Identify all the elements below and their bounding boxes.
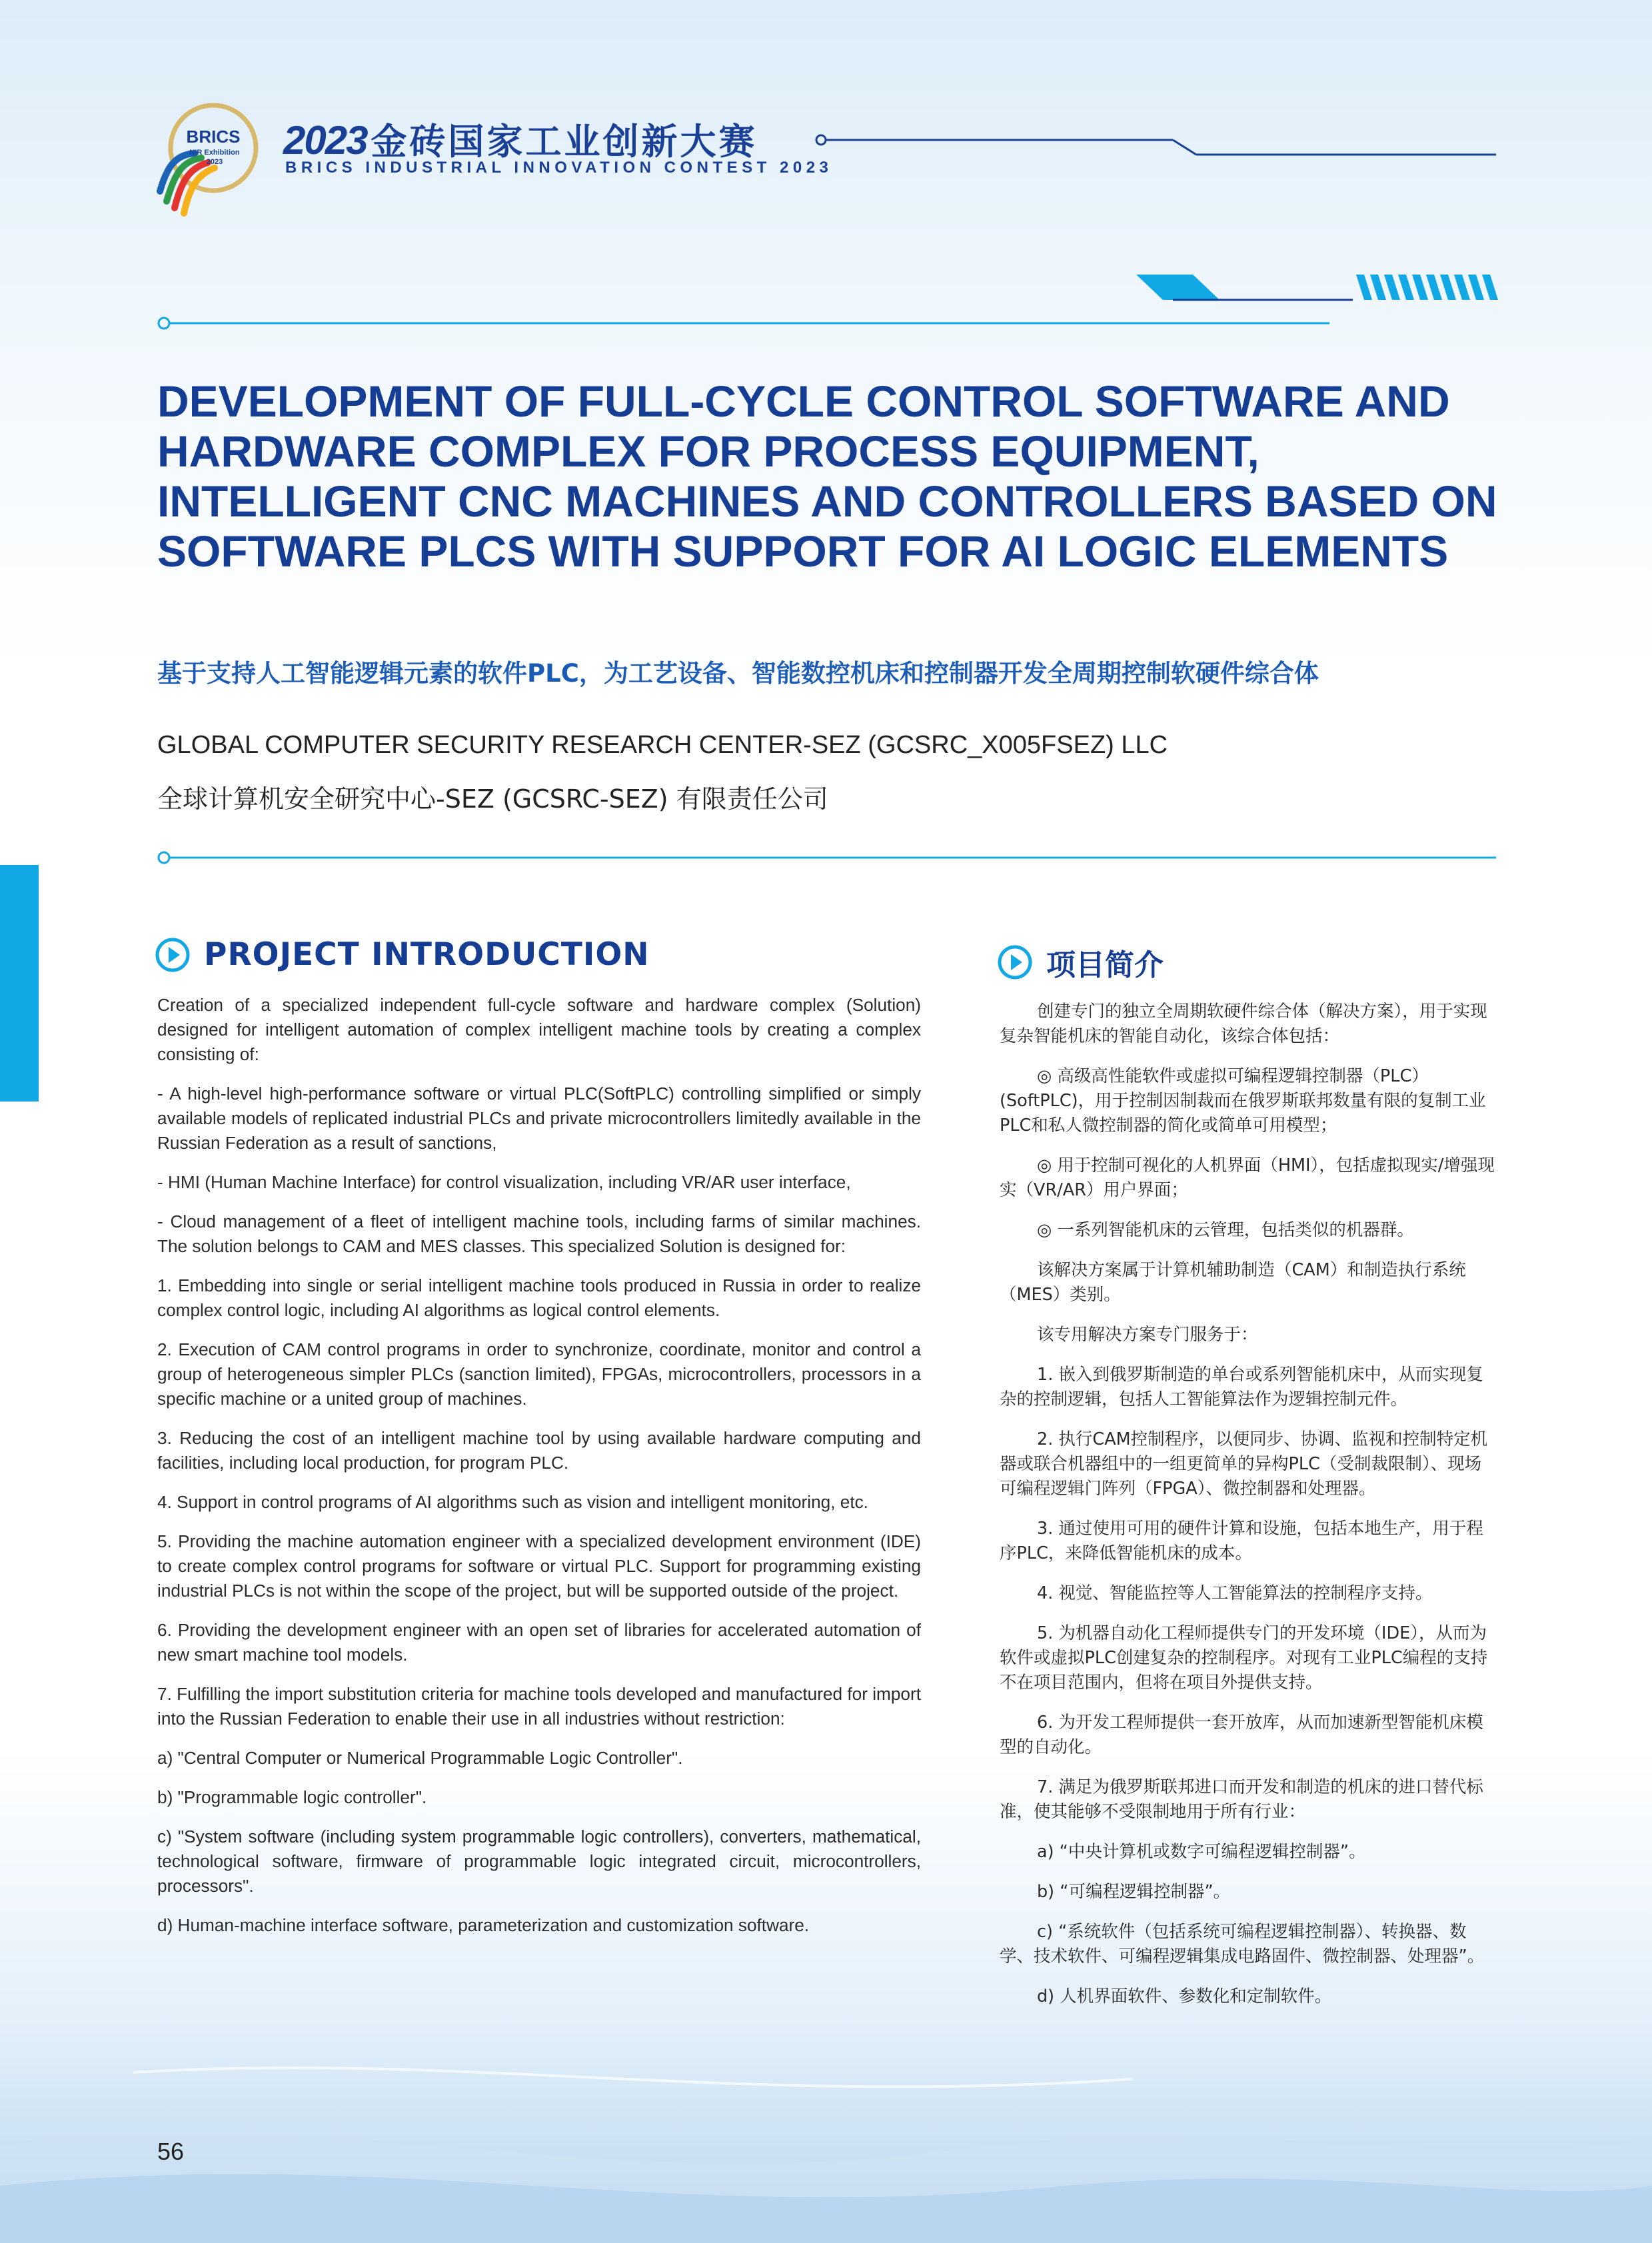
paragraph-cn: 创建专门的独立全周期软硬件综合体（解决方案），用于实现复杂智能机床的智能自动化，该综合体包括：	[1000, 1002, 1487, 1046]
logo-text-brics: BRICS	[186, 127, 241, 147]
paragraph-en: 5. Providing the machine automation engineer with a specialized development environment (IDE) to create complex control programs for software or virtual PLC. Support for programming existing industrial PLCs is not within the scope of the project, but will be supported outside of the project.	[157, 1531, 921, 1601]
paragraph-cn: 5. 为机器自动化工程师提供专门的开发环境（IDE），从而为软件或虚拟PLC创建复杂的控制程序。对现有工业PLC编程的支持不在项目范围内，但将在项目外提供支持。	[1000, 1623, 1488, 1693]
company-name-cn: 全球计算机安全研究中心-SEZ (GCSRC-SEZ) 有限责任公司	[157, 784, 828, 814]
paragraph-en: d) Human-machine interface software, parameterization and customization software.	[157, 1915, 810, 1935]
paragraph-en: b) "Programmable logic controller".	[157, 1787, 427, 1807]
paragraph-en: 2. Execution of CAM control programs in order to synchronize, coordinate, monitor and control a group of heterogeneous simpler PLCs (sanction limited), FPGAs, microcontrollers, processors in a specific machine or a united group of machines.	[157, 1339, 921, 1409]
paragraph-en: - HMI (Human Machine Interface) for control visualization, including VR/AR user interface,	[157, 1172, 851, 1192]
footer-wave-decor	[0, 1972, 1652, 2243]
contest-name-cn-text: 金砖国家工业创新大赛	[371, 121, 758, 163]
paragraph-en: - A high-level high-performance software or virtual PLC(SoftPLC) controlling simplified or simply available models of replicated industrial PLCs and private microcontrollers limitedly available in the Russian Federation as a result of sanctions,	[157, 1084, 921, 1153]
page-number: 56	[157, 2138, 185, 2165]
paragraph-cn: 2. 执行CAM控制程序，以便同步、协调、监视和控制特定机器或联合机器组中的一组更简单的异构PLC（受制裁限制）、现场可编程逻辑门阵列（FPGA）、微控制器和处理器。	[1000, 1429, 1488, 1499]
logo-text-nir: NIR Exhibition	[189, 149, 240, 157]
paragraph-en: 4. Support in control programs of AI algorithms such as vision and intelligent monitoring, etc.	[157, 1492, 868, 1512]
contest-year: 2023	[283, 118, 367, 163]
brics-logo	[155, 101, 261, 218]
paragraph-cn: 6. 为开发工程师提供一套开放库，从而加速新型智能机床模型的自动化。	[1000, 1713, 1483, 1757]
paragraph-cn: ◎ 高级高性能软件或虚拟可编程逻辑控制器（PLC）(SoftPLC)，用于控制因制裁而在俄罗斯联邦数量有限的复制工业PLC和私人微控制器的简化或简单可用模型；	[1000, 1066, 1486, 1135]
company-name-en: GLOBAL COMPUTER SECURITY RESEARCH CENTER-SEZ (GCSRC_X005FSEZ) LLC	[157, 731, 1168, 759]
contest-name-en: BRICS INDUSTRIAL INNOVATION CONTEST 2023	[285, 159, 833, 177]
paragraph-en: a) "Central Computer or Numerical Programmable Logic Controller".	[157, 1748, 683, 1768]
paragraph-en: - Cloud management of a fleet of intelligent machine tools, including farms of similar machines. The solution belongs to CAM and MES classes. This specialized Solution is designed for:	[157, 1211, 921, 1256]
paragraph-cn: 3. 通过使用可用的硬件计算和设施，包括本地生产，用于程序PLC，来降低智能机床的成本。	[1000, 1519, 1483, 1563]
play-circle-icon	[997, 944, 1033, 980]
paragraph-cn: ◎ 一系列智能机床的云管理，包括类似的机器群。	[1037, 1220, 1414, 1240]
paragraph-en: Creation of a specialized independent full-cycle software and hardware complex (Solution) designed for intelligent automation of complex intelligent machine tools by creating a complex consisting of:	[157, 995, 921, 1064]
section-title-cn: 项目简介	[1046, 948, 1164, 982]
section-heading-en	[155, 936, 650, 973]
paragraph-cn: 1. 嵌入到俄罗斯制造的单台或系列智能机床中，从而实现复杂的控制逻辑，包括人工智能算法作为逻辑控制元件。	[1000, 1365, 1483, 1409]
contest-name-cn	[283, 113, 757, 165]
logo-text-year: 2023	[206, 158, 223, 166]
paragraph-cn: b) “可编程逻辑控制器”。	[1037, 1882, 1231, 1902]
paragraph-cn: a) “中央计算机或数字可编程逻辑控制器”。	[1037, 1842, 1366, 1862]
paragraph-cn: 该专用解决方案专门服务于：	[1037, 1325, 1258, 1345]
intro-column-cn	[1000, 1000, 1496, 2024]
paragraph-cn: 该解决方案属于计算机辅助制造（CAM）和制造执行系统（MES）类别。	[1000, 1260, 1466, 1305]
paragraph-en: c) "System software (including system programmable logic controllers), converters, mathematical, technological software, firmware of programmable logic integrated circuit, microcontrollers, processors".	[157, 1827, 921, 1896]
side-accent-tab	[0, 865, 39, 1102]
intro-column-en	[157, 993, 921, 1952]
paragraph-en: 1. Embedding into single or serial intelligent machine tools produced in Russia in order to realize complex control logic, including AI algorithms as logical control elements.	[157, 1275, 921, 1320]
project-title-cn: 基于支持人工智能逻辑元素的软件PLC，为工艺设备、智能数控机床和控制器开发全周期控制软硬件综合体	[157, 659, 1319, 688]
paragraph-cn: c) “系统软件（包括系统可编程逻辑控制器）、转换器、数学、技术软件、可编程逻辑集成电路固件、微控制器、处理器”。	[1000, 1922, 1485, 1966]
play-circle-icon	[155, 937, 191, 973]
paragraph-en: 7. Fulfilling the import substitution criteria for machine tools developed and manufactured for import into the Russian Federation to enable their use in all industries without restriction:	[157, 1684, 921, 1729]
paragraph-cn: ◎ 用于控制可视化的人机界面（HMI），包括虚拟现实/增强现实（VR/AR）用户界面；	[1000, 1155, 1495, 1200]
paragraph-cn: d) 人机界面软件、参数化和定制软件。	[1037, 1986, 1332, 2006]
paragraph-cn: 7. 满足为俄罗斯联邦进口而开发和制造的机床的进口替代标准，使其能够不受限制地用于所有行业：	[1000, 1777, 1483, 1822]
section-heading-cn	[997, 941, 1164, 984]
paragraph-cn: 4. 视觉、智能监控等人工智能算法的控制程序支持。	[1037, 1583, 1433, 1603]
section-title-en: PROJECT INTRODUCTION	[204, 936, 650, 973]
project-title-en: DEVELOPMENT OF FULL-CYCLE CONTROL SOFTWARE AND HARDWARE COMPLEX FOR PROCESS EQUIPMENT, INTELLIGENT CNC MACHINES AND CONTROLLERS BASED ON SOFTWARE PLCS WITH SUPPORT FOR AI LOGIC ELEMENTS	[157, 376, 1497, 576]
paragraph-en: 6. Providing the development engineer with an open set of libraries for accelerated automation of new smart machine tool models.	[157, 1620, 921, 1665]
paragraph-en: 3. Reducing the cost of an intelligent machine tool by using available hardware computing and facilities, including local production, for program PLC.	[157, 1428, 921, 1473]
